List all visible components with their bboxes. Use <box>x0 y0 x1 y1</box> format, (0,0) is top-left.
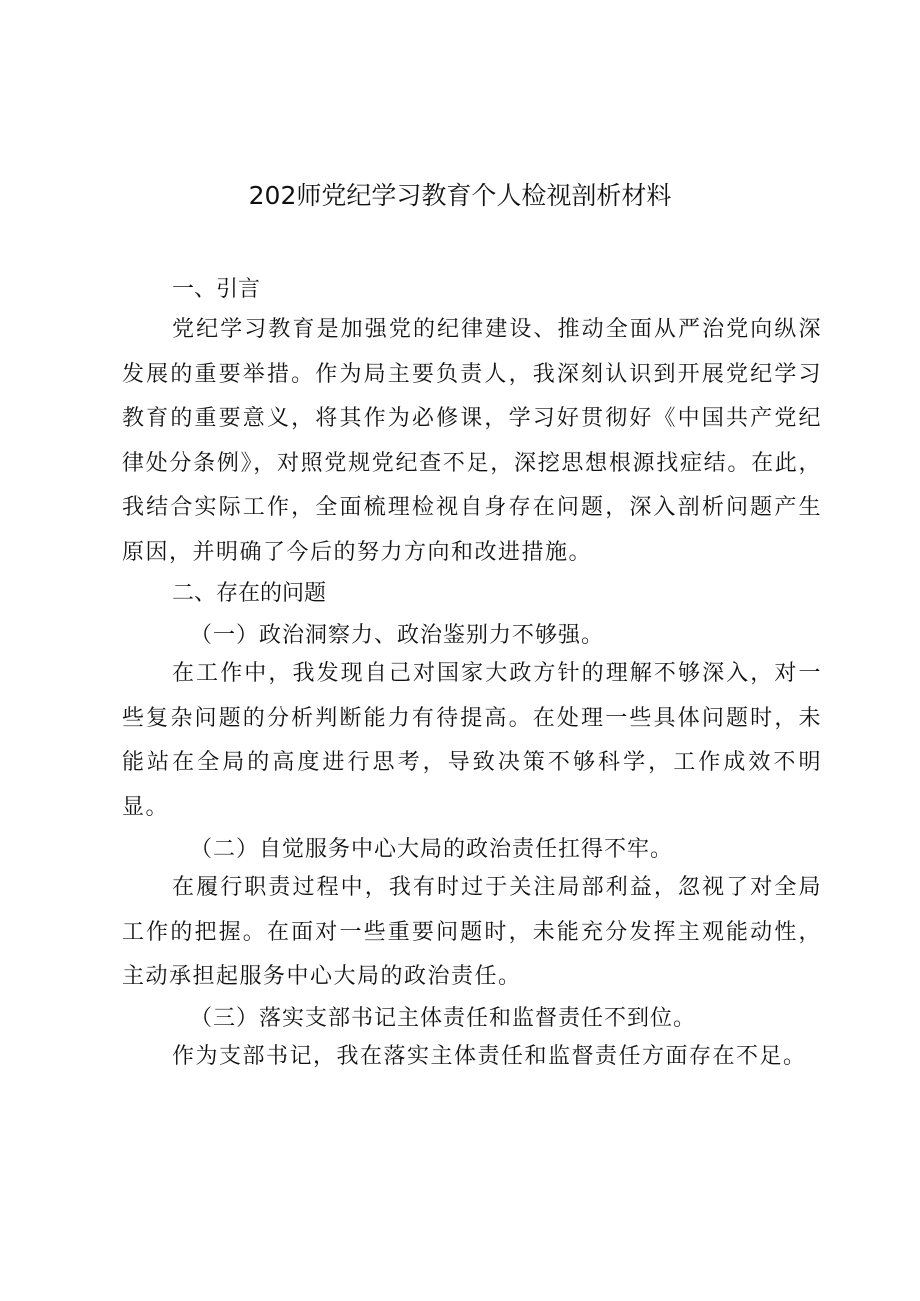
document-title: 202师党纪学习教育个人检视剖析材料 <box>248 181 672 210</box>
problem-1-paragraph: 在工作中，我发现自己对国家大政方针的理解不够深入，对一些复杂问题的分析判断能力有待提高。在处理一些具体问题时，未能站在全局的高度进行思考，导致决策不够科学，工作成效不明显。 <box>122 661 822 820</box>
introduction-paragraph: 党纪学习教育是加强党的纪律建设、推动全面从严治党向纵深发展的重要举措。作为局主要负责人，我深刻认识到开展党纪学习教育的重要意义，将其作为必修课，学习好贯彻好《中国共产党纪律处分条例》，对照党规党纪查不足，深挖思想根源找症结。在此，我结合实际工作，全面梳理检视自身存在问题，深入剖析问题产生原因，并明确了今后的努力方向和改进措施。 <box>122 317 822 565</box>
section-heading-introduction: 一、引言 <box>172 277 261 302</box>
subheading-problem-1: （一）政治洞察力、政治鉴别力不够强。 <box>190 623 605 648</box>
subheading-problem-3: （三）落实支部书记主体责任和监督责任不到位。 <box>190 1006 697 1031</box>
section-heading-problems: 二、存在的问题 <box>172 581 327 606</box>
problem-2-paragraph: 在履行职责过程中，我有时过于关注局部利益，忽视了对全局工作的把握。在面对一些重要问题时，未能充分发挥主观能动性，主动承担起服务中心大局的政治责任。 <box>122 875 822 989</box>
problem-3-paragraph: 作为支部书记，我在落实主体责任和监督责任方面存在不足。 <box>172 1044 807 1069</box>
subheading-problem-2: （二）自觉服务中心大局的政治责任扛得不牢。 <box>190 837 674 862</box>
